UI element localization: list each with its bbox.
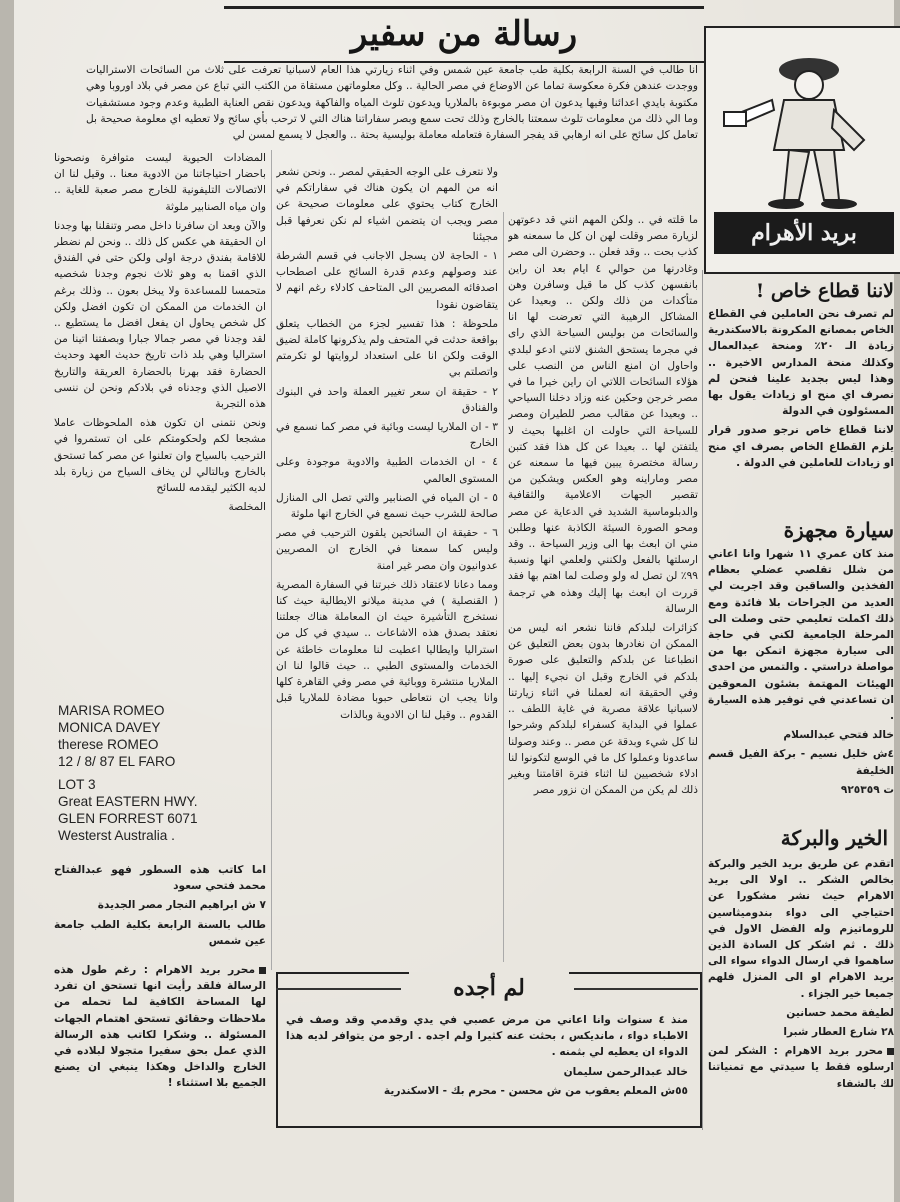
postman-illustration	[714, 40, 884, 210]
address-line: LOT 3	[58, 777, 96, 792]
private-sector-closing: لاننا قطاع خاص نرجو صدور قرار يلزم القطاع الخاص بصرف اي منح او زيادات للعاملين في الدولة .	[708, 424, 894, 469]
paragraph: ملحوظة : هذا تفسير لجزء من الخطاب يتعلق بواقعة حدثت في المتحف ولم يذكرونها كاملة لضيق الوقت ولكن انا على استعداد لروايتها لو تكرمتم واتصلتم بي	[276, 317, 498, 379]
paragraph: ٦ - حقيقة ان السائحين يلقون الترحيب في مصر وليس كما سمعنا في الخارج ان المصريين عدوانيون وان مصر غير امنة	[276, 527, 498, 572]
paragraph: ولا نتعرف على الوجه الحقيقي لمصر .. ونحن نشعر انه من المهم ان يكون هناك في سفاراتكم في الخارج كتاب يحتوي على معلومات صحيحة عن مصر ويجب ان يتضمن اشياء لم نكن نعرفها قبل مجيئنا	[276, 166, 498, 243]
signature-line: 12 / 8/ 87 EL FARO	[58, 754, 176, 769]
column-separator	[271, 150, 272, 970]
writer-school: طالب بالسنة الرابعة بكلية الطب جامعة عين شمس	[54, 918, 266, 947]
signature-line: MONICA DAVEY	[58, 720, 161, 735]
article-column-b	[276, 164, 498, 984]
paragraph: ومما دعانا لاعتقاد ذلك خبرتنا في السفارة المصرية ( القنصلية ) في مدينة ميلانو الايطالية حيث كنا نستخرج التأشيرة حيث ان المعاملة هناك جعلتنا نعتقد بصدق هذه الاشاعات .. سيدي في كل من استراليا وايطاليا اعطيت لنا معلومات خاطئة عن الخدمات والمستوى الطبي .. حيث قالوا لنا ان الملاريا منتشرة ووبائية في مصر وفي القاهرة كلها وانا يجب ان نتعاطى حبوبا مضادة للملاريا قبل القدوم .. وقيل لنا ان الادوية وبالذات	[276, 578, 498, 721]
lam-ajedhu-address: ٥٥ش المعلم يعقوب من ش محسن - محرم بك - الاسكندرية	[383, 1084, 688, 1097]
editor-note	[54, 962, 266, 1132]
article-column-a	[508, 212, 698, 1012]
address-line: Great EASTERN HWY.	[58, 794, 198, 809]
good-body: اتقدم عن طريق بريد الخير والبركة بخالص الشكر .. اولا الى بريد الاهرام حيث نشر مشكورا عن احتياجي الى دواء بندوميثاسين للروماتيزم وله الفضل الاول في ذلك . ثم اشكر كل السادة الذين ساهموا في ارسال الدواء سواء الى بريد الاهرام او الى المنزل فلهم جميعا خير الجزاء .	[708, 858, 894, 1000]
paragraph: كزائرات لبلدكم فاننا نشعر انه ليس من الممكن ان نغادرها بدون بعض التعليق عن انطباعنا عن بلدكم والتعليق على صورة بلدكم في الخارج وقبل ان نجيء إليها .. وفي الحقيقة انه لعملنا في اثناء زيارتنا لاسبانيا علاقة مصرية في غاية اللطف .. عملوا في البداية كسفراء لبلدكم وشرحوا لنا كل شيء وبدقة عن مصر .. وعند وصولنا ساعدونا وعملوا كل ما في الوسع لتكونوا لنا ادلاء شخصيين لنا اثناء فترة اقامتنا وبغير ذلك لم يكن من الممكن ان نزور مصر	[508, 622, 698, 797]
paragraph: المضادات الحيوية ليست متوافرة ونصحونا باحضار احتياجاتنا من الادوية معنا .. وقيل لنا ان الاتصالات التليفونية للخارج مصر صعبة للغاية .. وان مياه الصنابير ملوثة	[54, 152, 266, 213]
car-phone: ت ٩٢٥٣٥٩	[840, 783, 894, 796]
article-column-c	[54, 150, 266, 700]
car-address: ٤ش خليل نسيم - بركة الفيل قسم الخليفة	[708, 748, 894, 777]
good-editor-note	[708, 1043, 894, 1092]
paragraph: ١ - الحاجة لان يسجل الاجانب في قسم الشرطة عند وصولهم وعدم قدرة السائح على اصطحاب اصدقائه المصريين الى المتاحف كادلاء رغم انهم لا يتقاضون نقودا	[276, 250, 498, 311]
lam-ajedhu-signature: خالد عبدالرحمن سليمان	[563, 1065, 688, 1078]
headline: رسالة من سفير	[224, 6, 704, 63]
paragraph: ٢ - حقيقة ان سعر تغيير العملة واحد في البنوك والفنادق	[276, 385, 498, 414]
post-section-label: بريد الأهرام	[714, 212, 894, 254]
good-editor-text: محرر بريد الاهرام : الشكر لمن ارسلوه فقط يا سيدتي مع تمنياتنا لك بالشفاء	[708, 1045, 894, 1090]
latin-signatures	[58, 702, 198, 844]
signature-line: therese ROMEO	[58, 737, 159, 752]
lam-ajedhu-body: منذ ٤ سنوات وانا اعاني من مرض عصبي في يدي وقدمي وقد وصف في الاطباء دواء ، مانديكس ، بحثت عنه كثيرا ولم اجده . ارجو من يتوافر لديه هذا الدواء ان يعطيه لي بثمنه .	[286, 1014, 688, 1059]
bullet-mark	[887, 1048, 894, 1055]
car-title: سيارة مجهزة	[783, 518, 894, 542]
good-signature: لطيفة محمد حسانين	[786, 1006, 894, 1019]
paragraph: ٥ - ان المياه في الصنابير والتي تصل الى المنازل صالحة للشرب حيث نسمع في الخارج انها ملوثة	[276, 491, 498, 521]
writer-info	[54, 862, 266, 957]
paragraph: ما قلته في .. ولكن المهم انني قد دعوتهن لزيارة مصر وقلت لهن ان كل ما سمعنه هو كذب بحت .. وقد فعلن .. وحضرن الى مصر وغادرنها من حوالي ٤ ايام بعد ان راين بانفسهن كذب كل ما قيل وسافرن وهن متأكدات من ذلك ولكن .. وبعيدا عن المشاكل الرهيبة التي تعرضت لها انا والسائحات من بوليس السياحة الذي راى في مجرما يستحق الشنق لانني ادعو لبلدي واحاول ان امنع الناس من النصب على هؤلاء السائحات اللاتي ان راين خيرا ما في مصر خرجن وحكين عنه وزاد دخلنا السياحي .. وبعيدا عن مقالب مصر للطيران ومصر للسياحة التي حاولت ان اغلبها بحيث لا يلتفتن لها .. بعيدا عن كل هذا فقد كتبن رسالة مختصرة يبين فيها ما سمعنه عن مصر وماراينه وهو العكس ويشكين من تقصير الجهات الاعلامية والثقافية والدبلوماسية الشديد في الدعاية عن مصر ومحو الصورة السيئة الكاذبة عنها وطلبن مني ان ابعث بها الى وزير السياحة .. وقد ارسلتها بالفعل ولكنني ولعلمي انها ونسبة ٩٩٪ لن تصل له ولو وصلت لما اهتم بها فقد قررت ان ابعث بها إليك وهذه هي ترجمة الرسالة	[508, 214, 698, 615]
car-content	[708, 546, 894, 808]
article-intro: انا طالب في السنة الرابعة بكلية طب جامعة عين شمس وفي اثناء زيارتي هذا العام لاسبانيا تعرفت على ثلاث من السائحات الاستراليات ووجدت عندهن فكرة معكوسة تماما عن الاوضاع في مصر الحالية .. وكل معلوماتهن مستقاة من الكتب التي تباع عن مصر في بلاد اوروبا وهي مكتوبة بايدي اعدائنا وفيها يدعون ان مصر موبوءة بالملاريا ويدعون تلوث المياه والفاكهة ويدعون نقص العناية الطبية وعدم وجود مستشفيات وما الي ذلك من معلومات تلوث سمعتنا بالخارج وذلك تحت سمع وبصر سفاراتنا هناك التي لا ترحب بأي سائح ولا تعطيه اي معلومة صحيحة بل تعامل كل سائح على انه ارهابي قد يفجر السفارة فتعامله معاملة بوليسية بحتة .. والعجل لا يسمع لمسن لي	[86, 64, 698, 142]
good-title: الخير والبركة	[780, 826, 888, 850]
writer-name: اما كاتب هذه السطور فهو عبدالفتاح محمد فتحي سعود	[54, 864, 266, 893]
title-rule-left	[276, 988, 401, 990]
address-line: Westerst Australia .	[58, 828, 175, 843]
column-separator	[702, 270, 703, 1130]
good-address: ٢٨ شارع العطار شبرا	[783, 1026, 894, 1039]
editor-note-text: محرر بريد الاهرام : رغم طول هذه الرسالة فلقد رأيت انها تستحق ان تفرد لها المساحة الكافية لما تحمله من ملاحظات وحقائق تستحق اهتمام الجهات المسئولة .. وشكرا لكاتب هذه الرسالة الذي عمل بحق سفيرا متجولا لبلاده في الخارج والداخل وهكذا ينبغي ان يصنع الجميع بلا استثناء !	[54, 964, 266, 1090]
address-line: GLEN FORREST 6071	[58, 811, 198, 826]
writer-address: ٧ ش ابراهيم النجار مصر الجديدة	[97, 899, 266, 912]
paragraph: والآن وبعد ان سافرنا داخل مصر وتنقلنا بها وجدنا ان الحقيقة هي عكس كل ذلك .. ونحن لم نضطر للاقامة بفندق درجة اولى ولكن حتى في الفندق الذي اقمنا به وهو ثلاث نجوم وجدنا شخصيه متحمسا للمساعدة ولا يبخل بعون .. وذلك برغم ان الخدمات من الممكن ان تكون افضل ولكن كل شخص يحاول ان يفعل افضل ما يستطيع .. لقد وجدنا في مصر جمالا جبارا وبصفتنا اتينا من استراليا وهي بلد ذات تاريخ حديث العهد وحديث الحضارة فقد بهرنا بالحضارة العريقة والتاريخ الاصيل الذي وجدناه في بلادكم ونحن لن ننسى هذه التجربة	[54, 219, 266, 411]
private-sector-body: لم تصرف نحن العاملين في القطاع الخاص بمصانع المكرونة بالاسكندرية زيادة الـ ٢٠٪ ومنحة عيدالعمال وكذلك منحة المدارس الاخيرة .. وهذا ليس بجديد علينا فنحن لم نصرف اي منح او زيادات يقول بها المسئولون في الدولة	[708, 308, 894, 418]
newspaper-page	[14, 0, 894, 1202]
paragraph: ٣ - ان الملاريا ليست وبائية في مصر كما نسمع في الخارج	[276, 421, 498, 450]
title-rule-right	[574, 988, 698, 990]
paragraph: ونحن نتمنى ان تكون هذه الملحوظات عاملا مشجعا لكم ولحكومتكم على ان تستمروا في الترحيب بالسياح وان تعلنوا عن مصر كما تستحق بالخارج وبالتالي لن يخاف السياح من زيارة بلد لديه الكثير ليقدمه للسائح	[54, 417, 266, 495]
column-separator	[503, 212, 504, 962]
paragraph: ٤ - ان الخدمات الطبية والادوية موجودة وعلى المستوى العالمي	[276, 456, 498, 485]
signature-line: MARISA ROMEO	[58, 703, 165, 718]
private-sector-content	[708, 306, 894, 506]
lam-ajedhu-title: لم أجده	[409, 972, 569, 1004]
signature-closing: المخلصة	[228, 501, 266, 514]
car-body: منذ كان عمري ١١ شهرا وانا اعاني من شلل تقلصي عضلي بعظام الفخذين والساقين وقد اجريت لي العديد من الجراحات بلا فائدة ومع ذلك اكملت تعليمي حتى وصلت الى المرحلة الجامعية لكني في حاجة الى سيارة مجهزة اتمكن بها من مواصلة دراستي . والتمس من احدى الهيئات المهتمة بشئون المعوقين ان تساعدني في توفير هذه السيارة .	[708, 548, 894, 723]
private-sector-title: لاننا قطاع خاص !	[755, 280, 894, 302]
car-signature: خالد فتحي عبدالسلام	[783, 729, 894, 742]
good-content	[708, 856, 894, 1136]
bullet-mark	[259, 967, 266, 974]
lam-ajedhu-content	[286, 1012, 688, 1120]
